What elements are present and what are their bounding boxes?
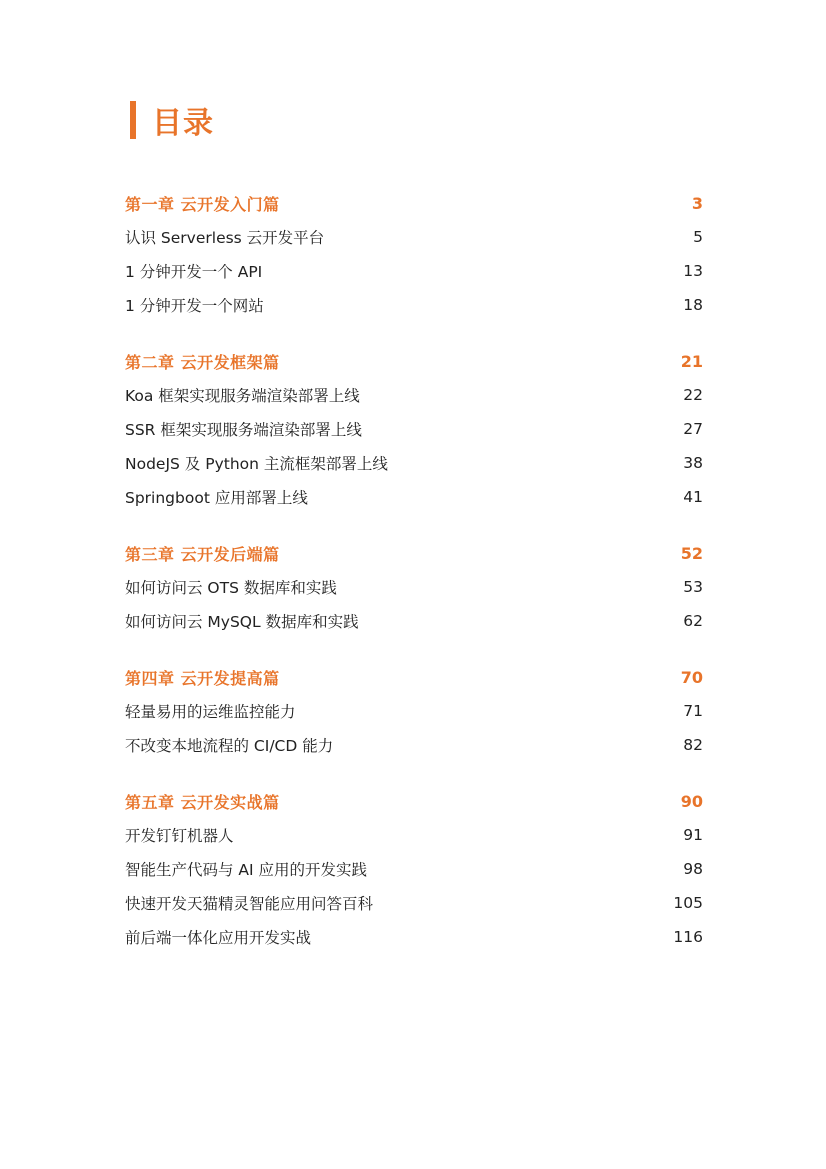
chapter-heading-link[interactable] — [125, 784, 703, 818]
toc-entry-link[interactable] — [125, 288, 703, 322]
toc-entry-link[interactable] — [125, 818, 703, 852]
entry-page-number: 38 — [683, 454, 703, 472]
chapter-page-number: 70 — [680, 667, 703, 687]
entry-page-number: 22 — [683, 386, 703, 404]
toc-chapter — [125, 536, 703, 638]
entry-title: 轻量易用的运维监控能力 — [125, 703, 296, 721]
chapter-page-number: 90 — [680, 791, 703, 811]
entry-page-number: 91 — [683, 826, 703, 844]
toc-entry-link[interactable] — [125, 852, 703, 886]
entry-page-number: 13 — [683, 262, 703, 280]
entry-title: 智能生产代码与 AI 应用的开发实践 — [125, 861, 368, 879]
entry-page-number: 82 — [683, 736, 703, 754]
toc-entry-link[interactable] — [125, 694, 703, 728]
entry-page-number: 105 — [673, 894, 703, 912]
entry-page-number: 27 — [683, 420, 703, 438]
entry-title: 1 分钟开发一个 API — [125, 263, 263, 281]
entry-page-number: 18 — [683, 296, 703, 314]
toc-entry-link[interactable] — [125, 886, 703, 920]
chapter-title: 第五章 云开发实战篇 — [125, 792, 280, 812]
entry-title: 不改变本地流程的 CI/CD 能力 — [125, 737, 334, 755]
chapter-heading-link[interactable] — [125, 660, 703, 694]
page-title-block — [130, 100, 214, 140]
toc-chapter — [125, 344, 703, 514]
entry-title: 认识 Serverless 云开发平台 — [125, 229, 325, 247]
toc-chapter — [125, 186, 703, 322]
toc-entry-link[interactable] — [125, 570, 703, 604]
chapter-page-number: 52 — [680, 543, 703, 563]
chapter-page-number: 3 — [691, 193, 703, 213]
entry-page-number: 53 — [683, 578, 703, 596]
toc-chapter — [125, 784, 703, 954]
entry-title: NodeJS 及 Python 主流框架部署上线 — [125, 455, 388, 473]
toc-entry-link[interactable] — [125, 604, 703, 638]
entry-page-number: 62 — [683, 612, 703, 630]
entry-title: 快速开发天猫精灵智能应用问答百科 — [125, 895, 374, 913]
title-accent-bar — [130, 101, 136, 139]
chapter-title: 第四章 云开发提高篇 — [125, 668, 280, 688]
entry-page-number: 71 — [683, 702, 703, 720]
entry-title: SSR 框架实现服务端渲染部署上线 — [125, 421, 362, 439]
entry-page-number: 116 — [673, 928, 703, 946]
entry-page-number: 5 — [693, 228, 703, 246]
entry-page-number: 41 — [683, 488, 703, 506]
chapter-page-number: 21 — [680, 351, 703, 371]
chapter-title: 第三章 云开发后端篇 — [125, 544, 280, 564]
entry-page-number: 98 — [683, 860, 703, 878]
entry-title: 如何访问云 MySQL 数据库和实践 — [125, 613, 359, 631]
chapter-heading-link[interactable] — [125, 536, 703, 570]
toc-entry-link[interactable] — [125, 480, 703, 514]
toc-entry-link[interactable] — [125, 378, 703, 412]
toc-entry-link[interactable] — [125, 254, 703, 288]
entry-title: Springboot 应用部署上线 — [125, 489, 308, 507]
page-title: 目录 — [152, 106, 214, 141]
entry-title: Koa 框架实现服务端渲染部署上线 — [125, 387, 360, 405]
chapter-heading-link[interactable] — [125, 186, 703, 220]
toc-entry-link[interactable] — [125, 728, 703, 762]
toc-entry-link[interactable] — [125, 220, 703, 254]
entry-title: 如何访问云 OTS 数据库和实践 — [125, 579, 337, 597]
entry-title: 1 分钟开发一个网站 — [125, 297, 264, 315]
toc-entry-link[interactable] — [125, 446, 703, 480]
entry-title: 前后端一体化应用开发实战 — [125, 929, 312, 947]
toc-entry-link[interactable] — [125, 920, 703, 954]
chapter-title: 第一章 云开发入门篇 — [125, 194, 280, 214]
table-of-contents — [125, 186, 703, 976]
toc-chapter — [125, 660, 703, 762]
chapter-title: 第二章 云开发框架篇 — [125, 352, 280, 372]
entry-title: 开发钉钉机器人 — [125, 827, 234, 845]
toc-entry-link[interactable] — [125, 412, 703, 446]
chapter-heading-link[interactable] — [125, 344, 703, 378]
